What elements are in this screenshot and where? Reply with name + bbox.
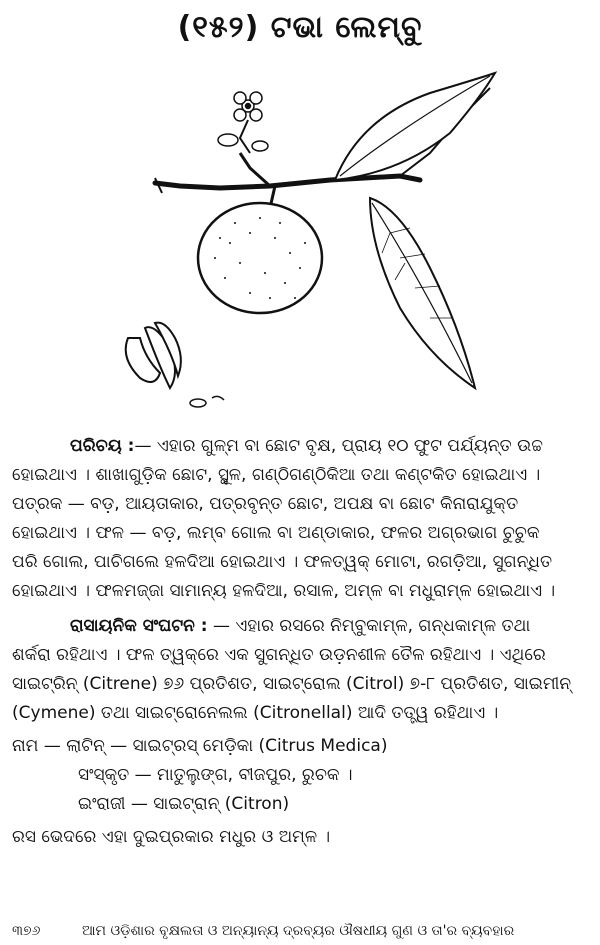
names-section xyxy=(12,732,590,852)
intro-line: — ଏହାର ଗୁଳ୍ମ ବା ଛୋଟ ବୃକ୍ଷ, ପ୍ରାୟ ୧୦ ଫୁଟ ପର୍ଯ୍ୟନ୍ତ ଉଚ୍ଚ xyxy=(134,436,543,456)
intro-line: ପରି ଗୋଲ, ପାଚିଗଲେ ହଳଦିଆ ହୋଇଥାଏ । ଫଳତ୍ୱକ୍ ମୋଟା, ରଗଡ଼ିଆ, ସୁଗନ୍ଧିତ xyxy=(12,552,553,572)
chemical-line: ସାଇଟ୍ରିନ୍ (Citrene) ୭୬ ପ୍ରତିଶତ, ସାଇଟ୍ରୋଲ (Citrol) ୭-୮ ପ୍ରତିଶତ, ସାଇମୀନ୍ xyxy=(12,674,572,694)
english-name: ଇଂରାଜୀ — ସାଇଟ୍ରାନ୍ (Citron) xyxy=(78,794,290,814)
page-title: (୧୫୨) ଟଭା ଲେମ୍ବୁ xyxy=(177,10,423,45)
chemical-line: (Cymene) ତଥା ସାଇଟ୍ରୋନେଲଲ (Citronellal) ଆଦି ତତ୍ତ୍ୱ ରହିଥାଏ । xyxy=(12,703,499,723)
sanskrit-name: ସଂସ୍କୃତ — ମାତୁଲୁଙ୍ଗ, ବୀଜପୁର, ରୁଚକ । xyxy=(78,765,353,785)
latin-name: ନାମ — ଲାଟିନ୍ — ସାଇଟ୍ରସ୍ ମେଡ଼ିକା (Citrus Medica) xyxy=(12,736,388,756)
chemical-line: ଶର୍କରା ରହିଥାଏ । ଫଳ ତ୍ୱକ୍‌ରେ ଏକ ସୁଗନ୍ଧିତ ଉଡ଼ନଶୀଳ ତୈଳ ରହିଥାଏ । ଏଥିରେ xyxy=(12,645,546,665)
page-footer xyxy=(12,923,590,939)
intro-line: ହୋଇଥାଏ । ଶାଖାଗୁଡ଼ିକ ଛୋଟ, ସ୍ଥୂଳ, ଗଣ୍ଠିଗଣ୍ଠିକିଆ ତଥା କଣ୍ଟକିତ ହୋଇଥାଏ । xyxy=(12,465,541,485)
intro-line: ହୋଇଥାଏ । ଫଳମଜ୍ଜା ସାମାନ୍ୟ ହଳଦିଆ, ରସାଳ, ଅମ୍ଳ ବା ମଧୁରାମ୍ଳ ହୋଇଥାଏ । xyxy=(12,581,556,601)
chemical-section xyxy=(12,612,590,728)
citron-illustration xyxy=(100,58,520,418)
flower xyxy=(234,92,262,121)
rasa-line: ରସ ଭେଦରେ ଏହା ଦୁଇପ୍ରକାର ମଧୁର ଓ ଅମ୍ଳ । xyxy=(12,827,331,847)
intro-heading: ପରିଚୟ : xyxy=(70,436,135,456)
citron-fruit xyxy=(198,203,322,313)
intro-line: ହୋଇଥାଏ । ଫଳ — ବଡ଼, ଲମ୍ବ ଗୋଲ ବା ଅଣ୍ଡାକାର, ଫଳର ଅଗ୍ରଭାଗ ଚୁଚୁକ xyxy=(12,523,540,543)
intro-section xyxy=(12,432,590,606)
branch xyxy=(155,176,420,188)
lower-leaf xyxy=(370,198,475,388)
article-body xyxy=(12,432,590,852)
page-number: ୩୭୬ xyxy=(12,923,41,939)
fruit-segments xyxy=(126,323,181,388)
chemical-line: — ଏହାର ରସରେ ନିମ୍ବୁକାମ୍ଳ, ଗନ୍ଧକାମ୍ଳ ତଥା xyxy=(212,616,531,636)
book-title: ଆମ ଓଡ଼ିଶାର ବୃକ୍ଷଲତା ଓ ଅନ୍ୟାନ୍ୟ ଦ୍ରବ୍ୟର ଔଷଧୀୟ ଗୁଣ ଓ ତା'ର ବ୍ୟବହାର xyxy=(82,923,515,939)
chemical-heading: ରାସାୟନିକ ସଂଘଟନ : xyxy=(70,616,208,636)
intro-line: ପତ୍ରକ — ବଡ଼, ଆୟତାକାର, ପତ୍ରବୃନ୍ତ ଛୋଟ, ଅପକ୍ଷ ବା ଛୋଟ କିନାରାଯୁକ୍ତ xyxy=(12,494,519,514)
